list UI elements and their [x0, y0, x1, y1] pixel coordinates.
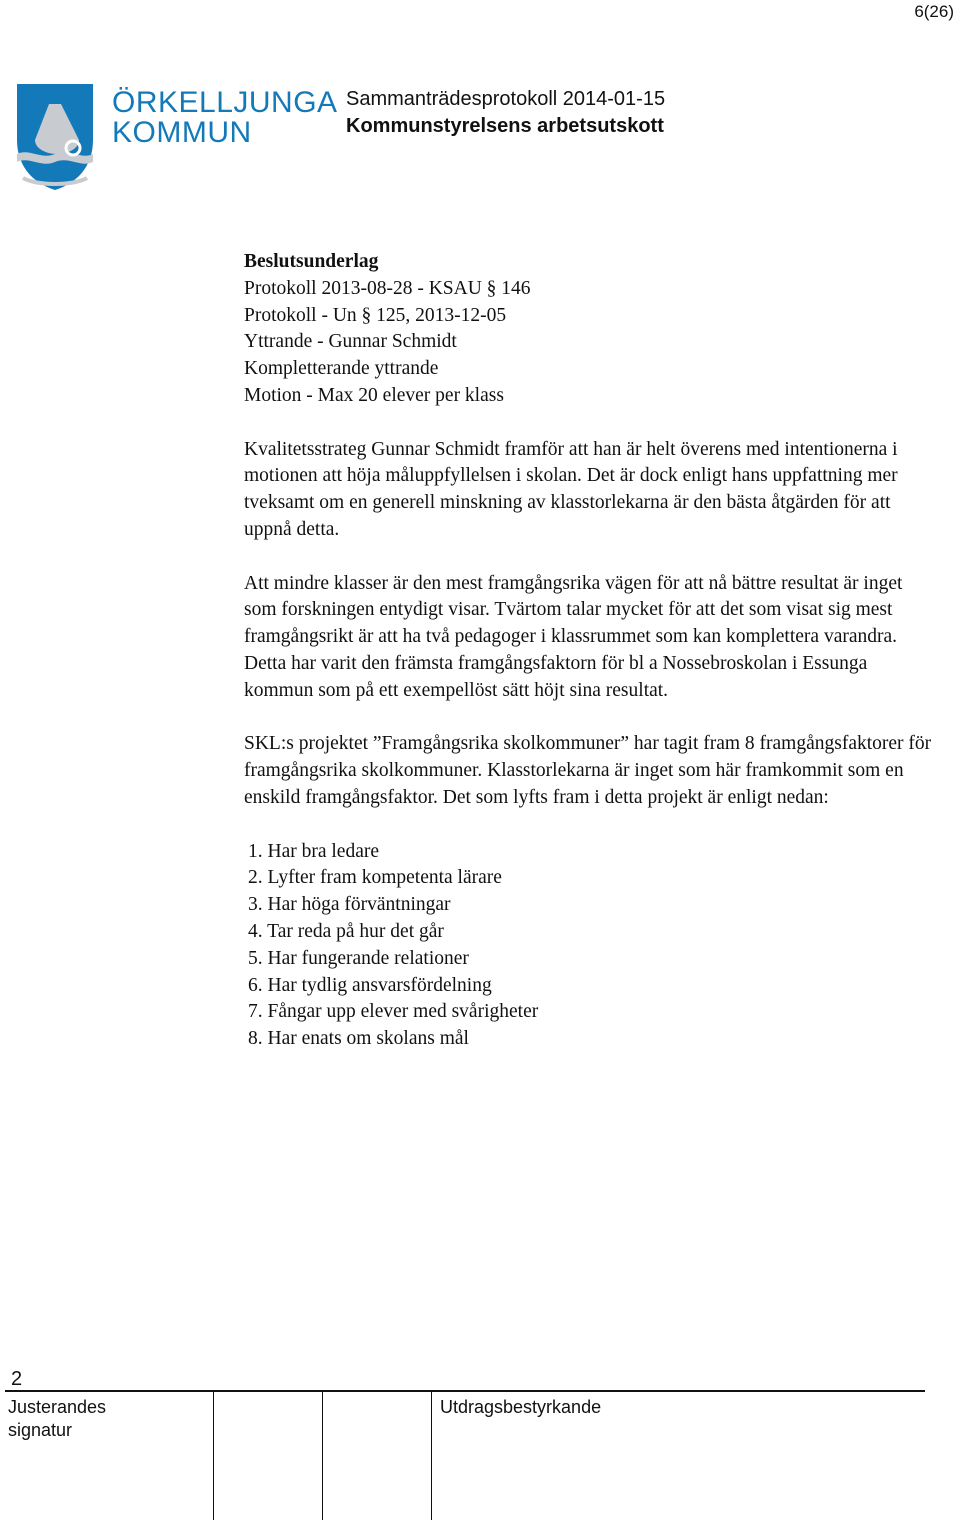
basis-item: Protokoll 2013-08-28 - KSAU § 146 — [244, 277, 531, 299]
protocol-title: Sammanträdesprotokoll 2014-01-15 — [346, 88, 666, 110]
footer-divider — [5, 1390, 925, 1392]
success-factors-list — [244, 839, 934, 1053]
signature-box-divider — [213, 1391, 214, 1520]
certification-label: Utdragsbestyrkande — [440, 1397, 602, 1417]
municipality-name-line2: KOMMUN — [112, 116, 252, 149]
list-item: 4. Tar reda på hur det går — [248, 920, 444, 942]
paragraph: Kvalitetsstrateg Gunnar Schmidt framför att han är helt överens med intentionerna i motionen att höja måluppfyllelsen i skolan. Det är dock enligt hans uppfattning mer tveksamt om en generell minskning av klasstorlekarna är den bästa åtgärden för att uppnå detta. — [244, 438, 898, 540]
municipal-logo-icon — [15, 82, 95, 192]
basis-item: Motion - Max 20 elever per klass — [244, 384, 504, 406]
signature-label-line1: Justerandes — [8, 1397, 107, 1417]
municipality-name — [112, 88, 338, 148]
signature-label-line2: signatur — [8, 1420, 73, 1440]
signature-box-divider — [322, 1391, 323, 1520]
footer-page-mark: 2 — [11, 1368, 23, 1390]
paragraph: SKL:s projektet ”Framgångsrika skolkommuner” har tagit fram 8 framgångsfaktorer för framgångsrika skolkommuner. Klasstorlekarna är inget som här framkommit som en enskild framgångsfaktor. Det som lyfts fram i detta projekt är enligt nedan: — [244, 733, 932, 808]
list-item: 7. Fångar upp elever med svårigheter — [248, 1001, 539, 1023]
committee-name: Kommunstyrelsens arbetsutskott — [346, 115, 664, 137]
basis-item: Kompletterande yttrande — [244, 358, 439, 380]
paragraph: Att mindre klasser är den mest framgångsrika vägen för att nå bättre resultat är inget som forskningen entydigt visar. Tvärtom talar mycket för att det som visat sig mest framgångsrikt är att ha två pedagoger i klassrummet som kan komplettera varandra. Detta har varit den främsta framgångsfaktorn för bl a Nossebroskolan i Essunga kommun som på ett exempellöst sätt höjt sina resultat. — [244, 572, 903, 701]
document-body — [244, 249, 934, 1053]
list-item: 6. Har tydlig ansvarsfördelning — [248, 974, 492, 996]
signature-label — [8, 1396, 106, 1442]
list-item: 1. Har bra ledare — [248, 840, 380, 862]
municipality-name-line1: ÖRKELLJUNGA — [112, 86, 338, 119]
document-header — [346, 86, 665, 140]
list-item: 3. Har höga förväntningar — [248, 894, 451, 916]
basis-item: Protokoll - Un § 125, 2013-12-05 — [244, 304, 507, 326]
basis-item: Yttrande - Gunnar Schmidt — [244, 331, 457, 353]
list-item: 5. Har fungerande relationer — [248, 947, 469, 969]
list-item: 8. Har enats om skolans mål — [248, 1028, 469, 1050]
signature-box-divider — [431, 1391, 432, 1520]
list-item: 2. Lyfter fram kompetenta lärare — [248, 867, 502, 889]
basis-heading: Beslutsunderlag — [244, 251, 379, 272]
page-number: 6(26) — [914, 2, 954, 21]
